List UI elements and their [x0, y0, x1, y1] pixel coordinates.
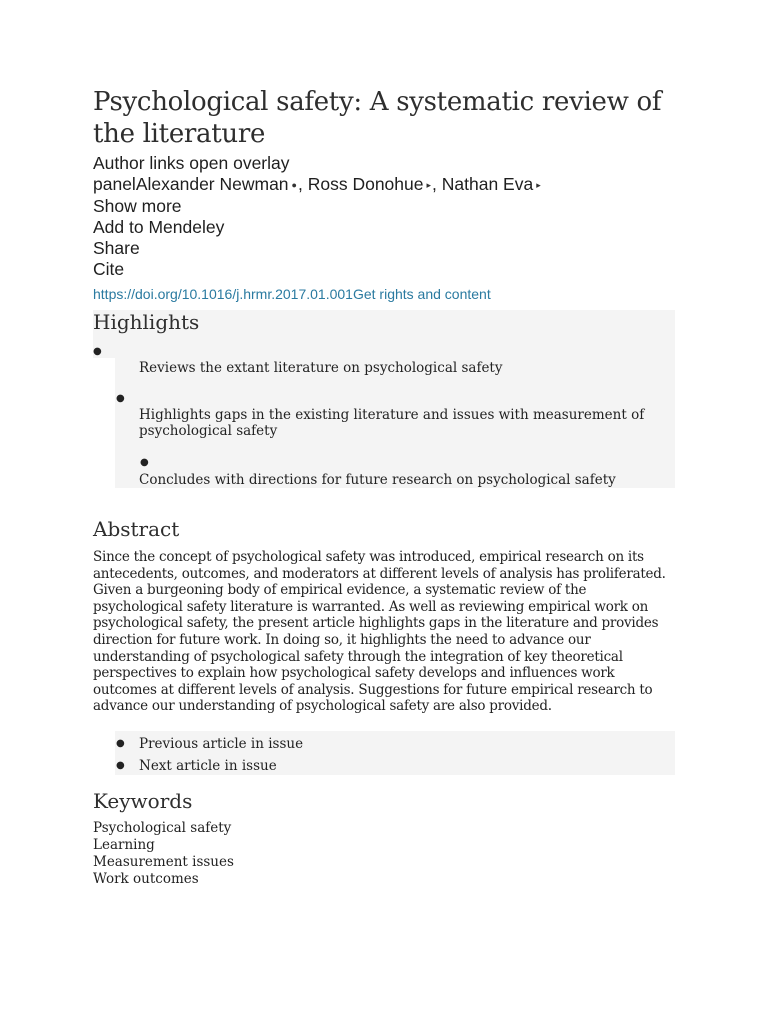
bullet-icon: ● [116, 760, 125, 771]
article-title: Psychological safety: A systematic review of the literature [93, 87, 662, 149]
abstract-heading: Abstract [93, 517, 180, 541]
keyword-item: Psychological safety [93, 820, 232, 836]
keyword-item: Learning [93, 837, 155, 853]
add-to-mendeley-button[interactable]: Add to Mendeley [93, 217, 225, 237]
abstract-text: Since the concept of psychological safety was introduced, empirical research on its antecedents, outcomes, and moderators at different levels of analysis has proliferated. Given a burgeoning body of empirical evidence, a systematic review of the psychological safety literature is warranted. As well as reviewing empirical work on psychological safety, the present article highlights gaps in the literature and provides direction for future work. In doing so, it highlights the need to advance our understanding of psychological safety through the integration of key theoretical perspectives to explain how psychological safety develops and influences work outcomes at different levels of analysis. Suggestions for future empirical research to advance our understanding of psychological safety are also provided. [93, 549, 666, 715]
author-info-icon[interactable]: ▸ [426, 180, 432, 190]
bullet-icon: ● [116, 393, 125, 404]
author-link[interactable]: Ross Donohue [307, 174, 424, 194]
highlights-heading: Highlights [93, 310, 200, 334]
author-link[interactable]: Nathan Eva [441, 174, 534, 194]
author-info-icon[interactable]: ● [291, 180, 297, 190]
keyword-item: Work outcomes [93, 871, 199, 887]
article-meta [93, 153, 713, 280]
highlight-item: Reviews the extant literature on psychological safety [139, 360, 503, 376]
keyword-item: Measurement issues [93, 854, 234, 870]
author-link[interactable]: Alexander Newman [135, 174, 289, 194]
panel-prefix: panel [93, 174, 136, 194]
author-links-toggle[interactable]: Author links open overlay [93, 153, 290, 173]
next-article-link[interactable]: Next article in issue [139, 758, 277, 774]
highlight-item: Highlights gaps in the existing literature and issues with measurement of psychological safety [139, 407, 645, 439]
previous-article-link[interactable]: Previous article in issue [139, 736, 304, 752]
cite-button[interactable]: Cite [93, 259, 125, 279]
bullet-icon: ● [116, 738, 125, 749]
author-separator: , [432, 174, 442, 194]
bullet-icon: ● [140, 457, 149, 468]
doi-link[interactable]: https://doi.org/10.1016/j.hrmr.2017.01.001 [93, 286, 353, 302]
author-separator: , [297, 174, 308, 194]
author-list [93, 174, 713, 196]
keywords-heading: Keywords [93, 789, 193, 813]
keywords-list [93, 820, 234, 888]
share-button[interactable]: Share [93, 238, 140, 258]
doi-row [93, 286, 491, 302]
highlight-item: Concludes with directions for future research on psychological safety [139, 472, 616, 488]
rights-link[interactable]: Get rights and content [352, 286, 491, 302]
author-info-icon[interactable]: ▸ [536, 180, 541, 190]
show-more-button[interactable]: Show more [93, 196, 182, 216]
bullet-icon: ● [93, 346, 102, 357]
